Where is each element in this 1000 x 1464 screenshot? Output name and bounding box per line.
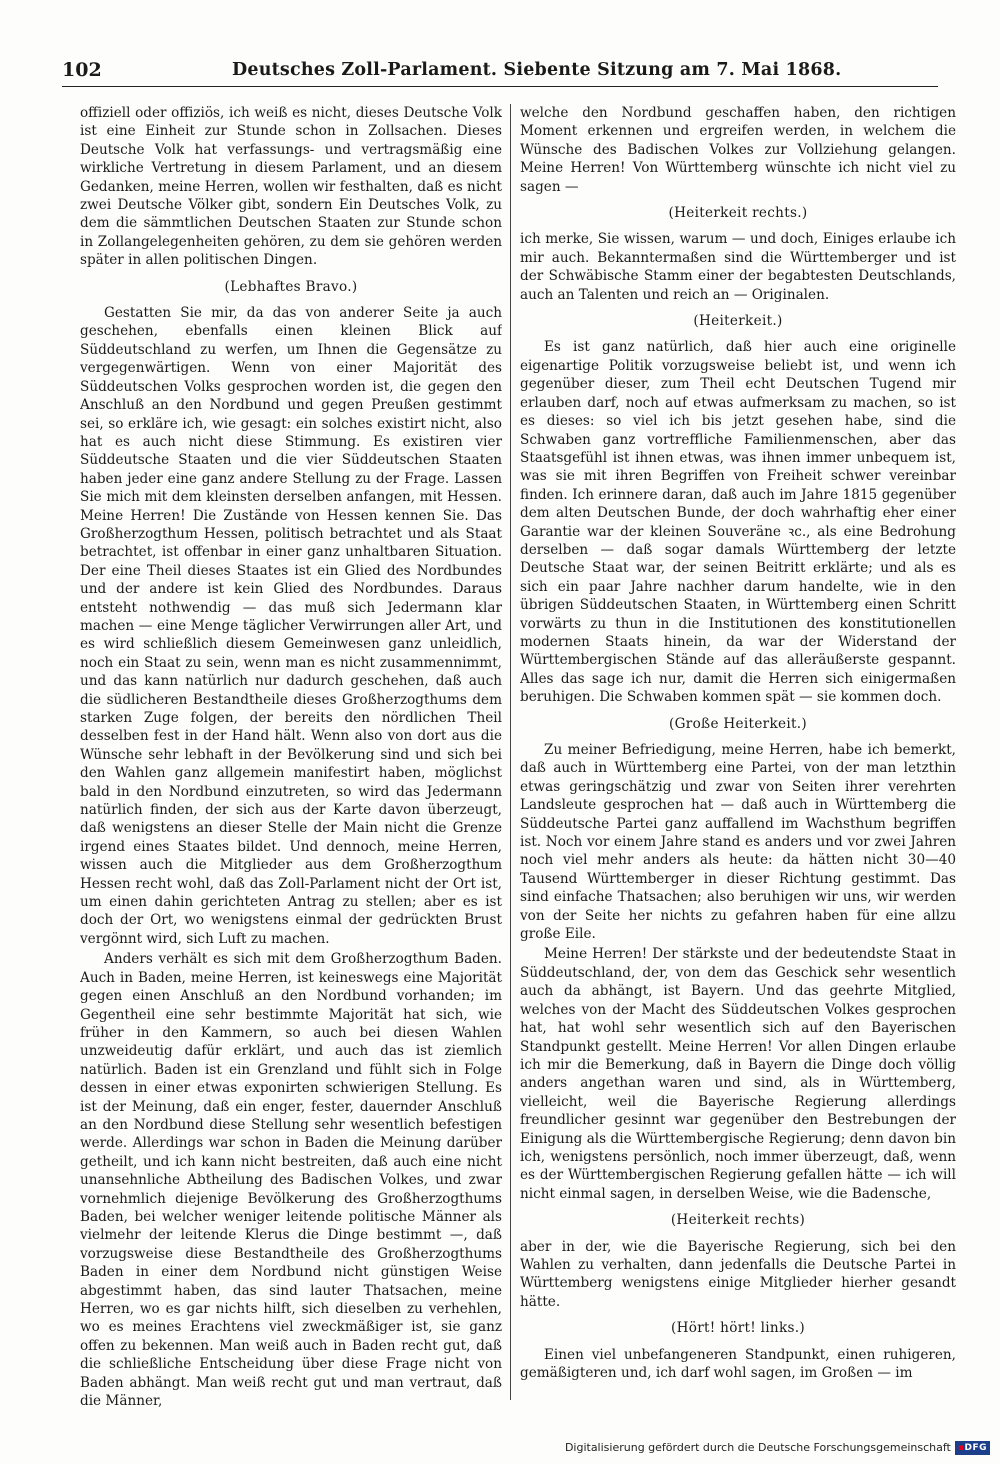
digitization-credit — [565, 1440, 990, 1456]
interjection: (Große Heiterkeit.) — [669, 715, 807, 732]
column-divider — [510, 104, 511, 1400]
interjection: (Heiterkeit rechts) — [670, 1212, 806, 1229]
interjection: (Heiterkeit.) — [693, 313, 783, 330]
interjection: (Lebhaftes Bravo.) — [224, 278, 358, 295]
dfg-logo-text: DFG — [964, 1443, 987, 1453]
page-number: 102 — [62, 59, 102, 81]
interjection: (Heiterkeit rechts.) — [668, 205, 808, 222]
paragraph: offiziell oder offiziös, ich weiß es nicht, dieses Deutsche Volk ist eine Einheit zur Stunde schon in Zollsachen. Dieses Deutsche Volk hat verfassungs- und vertragsmäßig eine wirkliche Vertretung in diesem Parlament, und an diesem Gedanken, meine Herren, wollen wir festhalten, daß es nicht zwei Deutsche Völker gibt, sondern Ein Deutsches Volk, zu dem die sämmtlichen Deutschen Staaten zur Stunde schon in Zollangelegenheiten gehören, zu dem sie gehören werden später in allen politischen Dingen. — [80, 105, 502, 269]
paragraph: aber in der, wie die Bayerische Regierung, sich bei den Wahlen zu verhalten, dann jedenfalls die Deutsche Partei in Württemberg wenigstens einige Mitglieder hierher gesandt hätte. — [520, 1238, 956, 1310]
paragraph: Es ist ganz natürlich, daß hier auch eine originelle eigenartige Politik vorzugsweise beliebt ist, und wenn ich gegenüber dieser, zum Theil echt Deutschen Tugend mir erlauben darf, noch auf etwas aufmerksam zu machen, so ist es dieses: so viel ich bis jetzt gesehen habe, sind die Schwaben ganz vortreffliche Familienmenschen, aber das Staatsgefühl ist ihnen etwas, was ihnen immer unbequem ist, was sie mit ihren Begriffen von Freiheit schwer vereinbar finden. Ich erinnere daran, daß auch im Jahre 1815 gegenüber dem alten Deutschen Bunde, der doch wahrhaftig eher einer Garantie war der kleinen Souveräne ꝛc., als eine Bedrohung derselben — daß sogar damals Württemberg der letzte Deutsche Staat war, der seinen Beitritt erklärte; und als es sich ein paar Jahre nachher darum handelte, wie in den übrigen Süddeutschen Staaten, in Württemberg einen Schritt vorwärts zu thun in die Institutionen des konstitutionellen modernen Staats hinein, da war der Widerstand der Württembergischen Stände auf das alleräußerste gespannt. Alles das sage ich nur, damit die Herren sich einigermaßen beruhigen. Die Schwaben kommen spät — sie kommen doch. — [520, 339, 956, 706]
dfg-logo: ▪DFG — [955, 1441, 990, 1455]
paragraph: Gestatten Sie mir, da das von anderer Seite ja auch geschehen, ebenfalls einen kleinen Blick auf Süddeutschland zu werfen, um Ihnen die Gegensätze zu vergegenwärtigen. Wenn von einer Majorität des Süddeutschen Volks gesprochen worden ist, die gegen den Anschluß an den Nordbund und gegen Preußen gestimmt sei, so erkläre ich, wie gesagt: ein solches existirt nicht, also hat es auch nicht diese Stimmung. Es existiren vier Süddeutsche Staaten und die vier Süddeutschen Staaten haben jeder eine ganz andere Stellung zu der Frage. Lassen Sie mich mit dem kleinsten derselben anfangen, mit Hessen. Meine Herren! Die Zustände von Hessen kennen Sie. Das Großherzogthum Hessen, politisch betrachtet und als Staat betrachtet, ist offenbar in einer ganz unhaltbaren Situation. Der eine Theil dieses Staates ist ein Glied des Nordbundes und der andere ist kein Glied des Nordbundes. Daraus entsteht nothwendig — das muß sich Jedermann klar machen — eine Menge täglicher Verwirrungen aller Art, und es wird schließlich diesem Gemeinwesen ganz unleidlich, noch ein Staat zu sein, wenn man es nicht zusammennimmt, und das kann natürlich nur dadurch geschehen, daß auch die südlicheren Bestandtheile dieses Großherzogthums dem starken Zuge folgen, der bereits den nördlichen Theil desselben fest in der Hand hält. Wenn also von dort aus die Wünsche sehr lebhaft in der Bevölkerung sind und sich bei den Wahlen ganz allgemein manifestirt haben, möglichst bald in den Nordbund einzutreten, so wird das Jedermann natürlich finden, der sich aus der Karte davon überzeugt, daß wenigstens an dieser Stelle der Main nicht die Grenze irgend eines Staates bildet. Und dennoch, meine Herren, wissen auch die Mitglieder aus dem Großherzogthum Hessen recht wohl, daß das Zoll-Parlament nicht der Ort ist, um einen dahin gerichteten Antrag zu stellen; aber es ist doch der Ort, wo wenigstens einmal der gedrückten Brust vergönnt wird, sich Luft zu machen. — [80, 305, 502, 947]
interjection: (Hört! hört! links.) — [670, 1320, 806, 1337]
credit-text: Digitalisierung gefördert durch die Deutsche Forschungsgemeinschaft — [564, 1441, 951, 1454]
right-column — [520, 104, 956, 1414]
paragraph: Anders verhält es sich mit dem Großherzogthum Baden. Auch in Baden, meine Herren, ist keineswegs eine Majorität gegen einen Anschluß an den Nordbund vorhanden; im Gegentheil eine sehr bestimmte Majorität hat sich, wie früher in den Kammern, so auch bei diesen Wahlen unzweideutig dafür erklärt, und auch das ist ziemlich natürlich. Baden ist ein Grenzland und fühlt sich in Folge dessen in einer etwas exponirten schwierigen Stellung. Es ist der Meinung, daß ein enger, fester, dauernder Anschluß an den Nordbund diese Stellung sehr wesentlich befestigen werde. Allerdings war schon in Baden die Meinung darüber getheilt, und ich kann nicht bestreiten, daß auch eine nicht unansehnliche Abtheilung des Badischen Volkes, und zwar vornehmlich diejenige Bevölkerung des Großherzogthums Baden, bei welcher weniger leitende politische Männer als vielmehr der leitende Klerus die Dinge bestimmt —, daß vorzugsweise diese Bestandtheile des Großherzogthums Baden in einer dem Nordbund nicht günstigen Weise abgestimmt haben, das sind lauter Thatsachen, meine Herren, wo es gar nichts hilft, sich dieselben zu verhehlen, wo es meines Erachtens viel zweckmäßiger ist, sie ganz offen zu bekennen. Man weiß auch in Baden recht gut, daß die schließliche Entscheidung über diese Frage nicht von Baden abhängt. Man weiß recht gut und man vertraut, daß die Männer, — [80, 951, 502, 1410]
paragraph: Zu meiner Befriedigung, meine Herren, habe ich bemerkt, daß auch in Württemberg eine Partei, von der man letzthin etwas geringschätzig und zwar von Seiten ihrer verehrten Landsleute gesprochen hat — daß auch in Württemberg die Süddeutsche Partei ganz auffallend im Wachsthum begriffen ist. Noch vor einem Jahre stand es anders und vor zwei Jahren noch viel mehr anders als heute: da hätten nicht 30—40 Tausend Württemberger in dieser Richtung gestimmt. Das sind einfache Thatsachen; also beruhigen wir uns, wir werden von der Seite her nichts zu gefahren haben für eine allzu große Eile. — [520, 742, 956, 943]
paragraph: Meine Herren! Der stärkste und der bedeutendste Staat in Süddeutschland, der, von dem das Geschick sehr wesentlich auch da abhängt, ist Bayern. Und das geehrte Mitglied, welches von der Macht des Süddeutschen Volkes gesprochen hat, hat wohl sehr wesentlich sich auf den Bayerischen Standpunkt gestellt. Meine Herren! Vor allen Dingen erlaube ich mir die Bemerkung, daß in Bayern die Dinge doch völlig anders angethan waren und sind, als in Württemberg, vielleicht, weil die Bayerische Regierung allerdings freundlicher gesinnt war gegenüber den Bestrebungen der Einigung als die Württembergische Regierung; denn davon bin ich, wenigstens persönlich, noch immer überzeugt, daß, wenn es der Württembergischen Regierung gefallen hätte — ich will nicht einmal sagen, in derselben Weise, wie die Badensche, — [520, 946, 956, 1202]
paragraph: Einen viel unbefangeneren Standpunkt, einen ruhigeren, gemäßigteren und, ich darf wohl sagen, im Großen — im — [520, 1346, 956, 1381]
running-title: Deutsches Zoll-Parlament. Siebente Sitzung am 7. Mai 1868. — [232, 60, 842, 80]
paragraph: welche den Nordbund geschaffen haben, den richtigen Moment erkennen und ergreifen werden, in welchem die Wünsche des Badischen Volkes zur Vollziehung gelangen. Meine Herren! Von Württemberg wünschte ich nicht viel zu sagen — — [520, 105, 956, 195]
left-column — [80, 104, 502, 1414]
paragraph: ich merke, Sie wissen, warum — und doch, Einiges erlaube ich mir auch. Bekanntermaßen sind die Württemberger und ist der Schwäbische Stamm einer der begabtesten Deutschlands, auch an Talenten und reich an — Originalen. — [520, 231, 956, 303]
page-header — [62, 58, 938, 87]
